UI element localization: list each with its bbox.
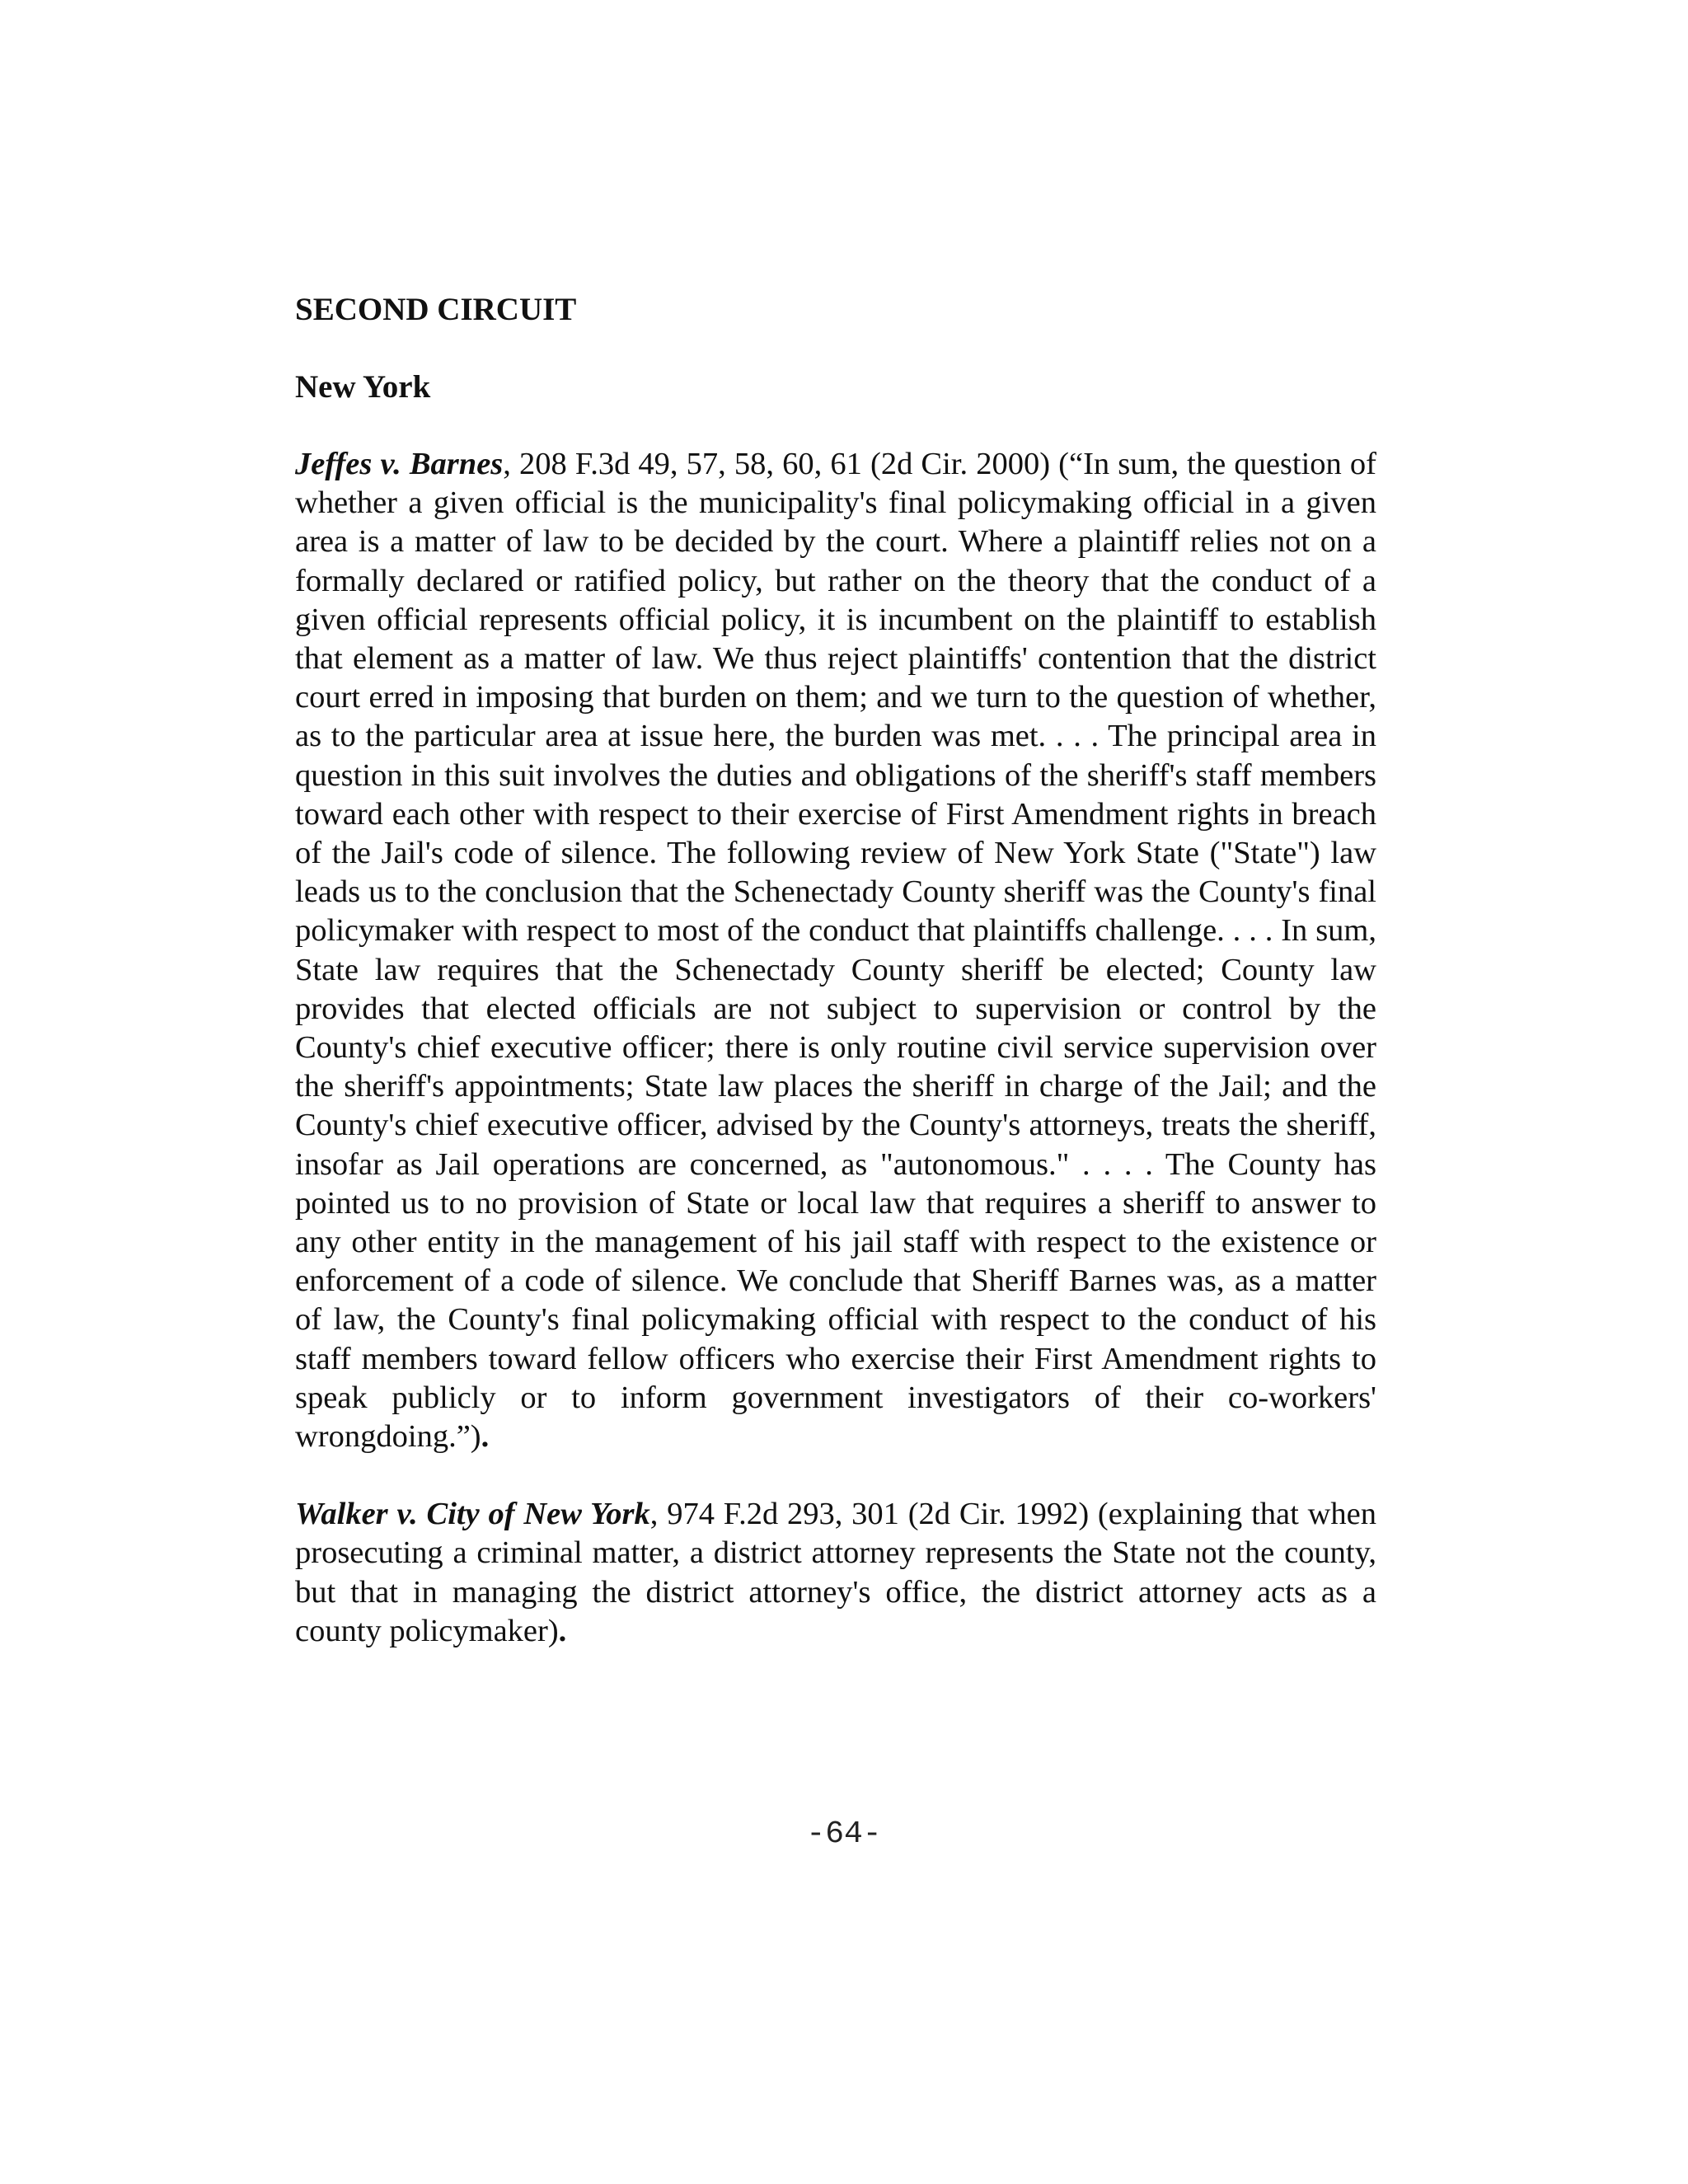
case-entry-walker bbox=[295, 1495, 1376, 1651]
case-name: Jeffes v. Barnes bbox=[295, 447, 504, 481]
case-citation-text: , 208 F.3d 49, 57, 58, 60, 61 (2d Cir. 2000) (“In sum, the question of whether a given official is the municipality's final policymaking official in a given area is a matter of law to be decided by the court. Where a plaintiff relies not on a formally declared or ratified policy, but rather on the theory that the conduct of a given official represents official policy, it is incumbent on the plaintiff to establish that element as a matter of law. We thus reject plaintiffs' contention that the district court erred in imposing that burden on them; and we turn to the question of whether, as to the particular area at issue here, the burden was met. . . . The principal area in question in this suit involves the duties and obligations of the sheriff's staff members toward each other with respect to their exercise of First Amendment rights in breach of the Jail's code of silence. The following review of New York State ("State") law leads us to the conclusion that the Schenectady County sheriff was the County's final policymaker with respect to most of the conduct that plaintiffs challenge. . . . In sum, State law requires that the Schenectady County sheriff be elected; County law provides that elected officials are not subject to supervision or control by the County's chief executive officer; there is only routine civil service supervision over the sheriff's appointments; State law places the sheriff in charge of the Jail; and the County's chief executive officer, advised by the County's attorneys, treats the sheriff, insofar as Jail operations are concerned, as "autonomous." . . . . The County has pointed us to no provision of State or local law that requires a sheriff to answer to any other entity in the management of his jail staff with respect to the existence or enforcement of a code of silence. We conclude that Sheriff Barnes was, as a matter of law, the County's final policymaking official with respect to the conduct of his staff members toward fellow officers who exercise their First Amendment rights to speak publicly or to inform government investigators of their co-workers' wrongdoing.”) bbox=[295, 447, 1376, 1455]
case-entry-jeffes bbox=[295, 445, 1376, 1456]
case-entry-end: . bbox=[481, 1419, 490, 1455]
page-number: -64- bbox=[806, 1816, 882, 1852]
document-body bbox=[295, 290, 1376, 1651]
circuit-heading: SECOND CIRCUIT bbox=[295, 292, 577, 327]
state-heading: New York bbox=[295, 369, 431, 405]
case-citation-text: , 974 F.2d 293, 301 (2d Cir. 1992) (explaining that when prosecuting a criminal matter, a district attorney represents the State not the county, but that in managing the district attorney's office, the district attorney acts as a county policymaker) bbox=[295, 1497, 1376, 1648]
case-name: Walker v. City of New York bbox=[295, 1497, 650, 1532]
case-entry-end: . bbox=[558, 1613, 567, 1648]
